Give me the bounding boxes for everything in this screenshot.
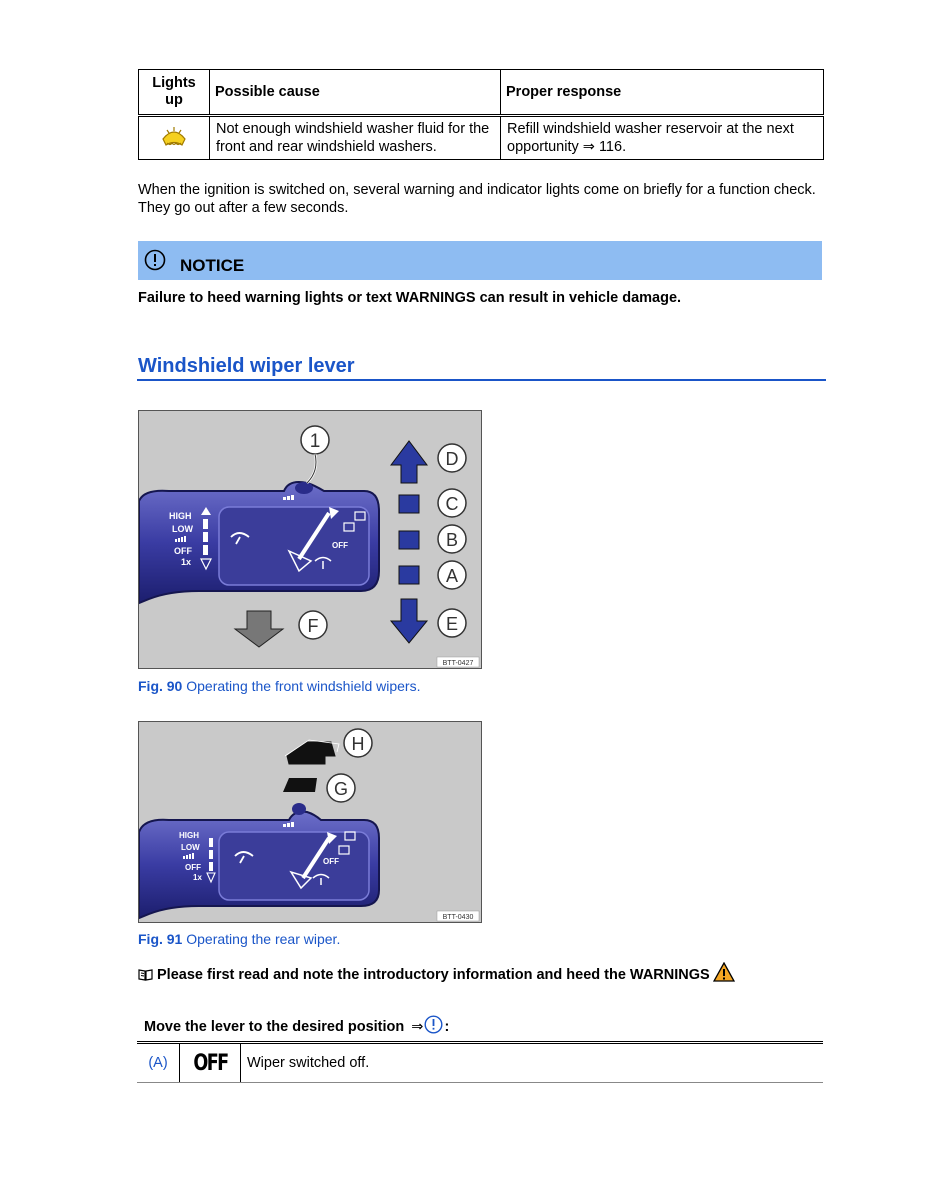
figure-code: BTT-0427 xyxy=(442,660,474,667)
header-lights-up: Lights up xyxy=(139,70,210,116)
callout-f: F xyxy=(307,616,319,636)
position-description: Wiper switched off. xyxy=(241,1043,824,1083)
callout-d: D xyxy=(445,449,459,469)
table-header-row xyxy=(139,70,824,116)
block-b xyxy=(399,531,419,549)
washer-fluid-warning-icon xyxy=(160,123,188,149)
once-label: 1x xyxy=(181,557,192,567)
read-note xyxy=(138,962,735,983)
figure-caption-text: Operating the front windshield wipers. xyxy=(182,678,421,694)
notice-box xyxy=(138,241,822,280)
figure-front-wiper-lever xyxy=(138,410,482,669)
table-row xyxy=(137,1043,823,1083)
move-lever-text: Move the lever to the desired position xyxy=(144,1019,405,1035)
position-symbol: OFF xyxy=(186,1043,235,1083)
figure-caption-label: Fig. 90 xyxy=(138,678,183,694)
figure-code: BTT-0430 xyxy=(442,914,474,921)
callout-e: E xyxy=(445,614,459,634)
figure-caption-text: Operating the rear wiper. xyxy=(182,931,341,947)
callout-b: B xyxy=(445,530,459,550)
lever-positions-table xyxy=(137,1041,823,1083)
figure-caption xyxy=(138,678,420,694)
proper-response-cell: Refill windshield washer reservoir at the next opportunity ⇒ 116. xyxy=(501,116,824,160)
warning-triangle-icon[interactable] xyxy=(713,962,735,982)
possible-cause-cell: Not enough windshield washer fluid for the front and rear windshield washers. xyxy=(210,116,501,160)
lever-symbol-panel xyxy=(219,832,369,900)
section-underline xyxy=(137,379,826,381)
off-label: OFF xyxy=(185,863,201,872)
header-possible-cause: Possible cause xyxy=(210,70,501,116)
figure-rear-wiper-lever xyxy=(138,721,482,923)
reference-arrow: ⇒ xyxy=(411,1019,424,1035)
figure-caption xyxy=(138,931,340,947)
move-lever-suffix: : xyxy=(444,1019,450,1035)
off-small-label: OFF xyxy=(323,857,339,866)
book-icon xyxy=(138,968,153,981)
callout-1: 1 xyxy=(309,431,321,452)
block-c xyxy=(399,495,419,513)
once-label: 1x xyxy=(193,873,202,882)
warning-lights-table xyxy=(138,69,824,160)
position-letter: (A) xyxy=(137,1043,180,1083)
off-small-label: OFF xyxy=(332,541,348,550)
read-note-text: Please first read and note the introductory information and heed the WARNINGS xyxy=(157,967,710,983)
section-title: Windshield wiper lever xyxy=(138,355,355,377)
low-label: LOW xyxy=(172,524,193,534)
high-label: HIGH xyxy=(179,831,199,840)
notice-text: Failure to heed warning lights or text WARNINGS can result in vehicle damage. xyxy=(138,290,682,306)
callout-a: A xyxy=(445,566,459,586)
off-label: OFF xyxy=(174,546,192,556)
header-proper-response: Proper response xyxy=(501,70,824,116)
high-label: HIGH xyxy=(169,511,192,521)
lights-up-cell xyxy=(139,116,210,160)
figure-caption-label: Fig. 91 xyxy=(138,931,183,947)
move-lever-title xyxy=(144,1015,449,1035)
exclamation-circle-icon xyxy=(144,249,166,271)
intro-paragraph: When the ignition is switched on, several warning and indicator lights come on briefly for a function check. They go out after a few seconds. xyxy=(138,182,816,216)
block-a xyxy=(399,566,419,584)
notice-title: NOTICE xyxy=(180,256,245,275)
callout-h: H xyxy=(351,734,365,754)
table-row xyxy=(139,116,824,160)
callout-c: C xyxy=(445,494,459,514)
exclamation-circle-icon[interactable] xyxy=(424,1015,443,1034)
callout-g: G xyxy=(333,779,349,799)
low-label: LOW xyxy=(181,843,200,852)
